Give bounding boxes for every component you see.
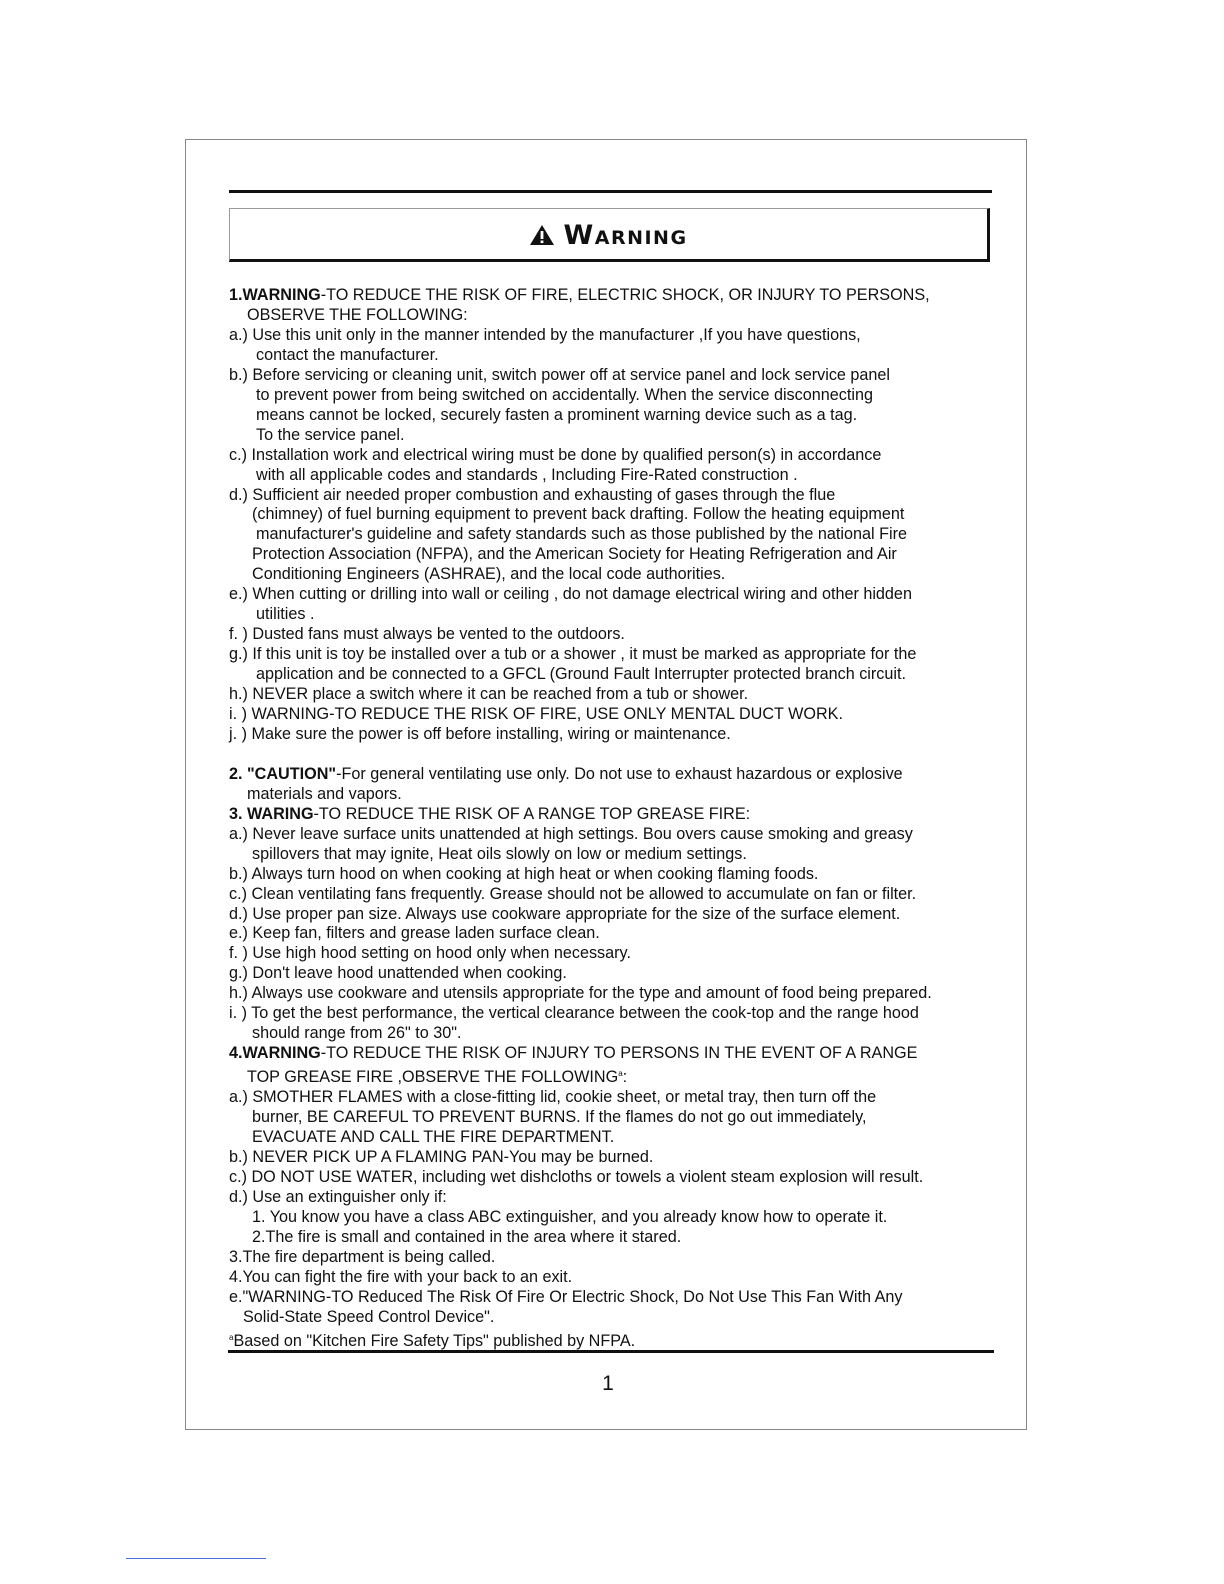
section3-item-a-cont: spillovers that may ignite, Heat oils slowly on low or medium settings.: [252, 844, 747, 863]
top-rule: [229, 190, 992, 193]
section1-item-a-cont: contact the manufacturer.: [256, 345, 439, 364]
section4-subitem-2: 2.The fire is small and contained in the area where it stared.: [252, 1227, 682, 1246]
section4-item-a: a.) SMOTHER FLAMES with a close-fitting lid, cookie sheet, or metal tray, then turn off the: [229, 1088, 877, 1107]
section3-item-a: a.) Never leave surface units unattended at high settings. Bou overs cause smoking and greasy: [229, 824, 913, 843]
section3-item-i: i. ) To get the best performance, the vertical clearance between the cook-top and the range hood: [229, 1004, 919, 1023]
section4-item-a-cont: burner, BE CAREFUL TO PREVENT BURNS. If the flames do not go out immediately,: [252, 1108, 867, 1127]
section3-item-i-cont: should range from 26" to 30".: [252, 1024, 462, 1043]
section4-lead-cont: TOP GREASE FIRE ,OBSERVE THE FOLLOWING$^a$:: [247, 1068, 628, 1087]
section4-item-4: 4.You can fight the fire with your back to an exit.: [229, 1267, 573, 1286]
section3-item-h: h.) Always use cookware and utensils appropriate for the type and amount of food being prepared.: [229, 984, 932, 1003]
section3-item-g: g.) Don't leave hood unattended when cooking.: [229, 964, 567, 983]
section1-item-g: g.) If this unit is toy be installed over a tub or a shower , it must be marked as appropriate for the: [229, 645, 917, 664]
section4-lead: 4.WARNING-TO REDUCE THE RISK OF INJURY TO PERSONS IN THE EVENT OF A RANGE: [229, 1044, 918, 1063]
section1-item-a: a.) Use this unit only in the manner intended by the manufacturer ,If you have questions,: [229, 325, 861, 344]
title-text: WARNING: [563, 219, 688, 251]
section3-item-b: b.) Always turn hood on when cooking at high heat or when cooking flaming foods.: [229, 864, 819, 883]
section1-item-b: b.) Before servicing or cleaning unit, switch power off at service panel and lock service panel: [229, 365, 891, 384]
section4-subitem-1: 1. You know you have a class ABC extinguisher, and you already know how to operate it.: [252, 1207, 888, 1226]
warning-title: [529, 220, 687, 251]
section1-item-c-cont: with all applicable codes and standards , Including Fire-Rated construction .: [256, 465, 798, 484]
section1-item-b-cont: to prevent power from being switched on accidentally. When the service disconnecting: [256, 385, 873, 404]
section1-item-j: j. ) Make sure the power is off before installing, wiring or maintenance.: [229, 724, 731, 743]
section1-lead-cont: OBSERVE THE FOLLOWING:: [247, 305, 468, 324]
section-gap: [229, 745, 1009, 765]
section4-item-d: d.) Use an extinguisher only if:: [229, 1187, 447, 1206]
section1-item-i: i. ) WARNING-TO REDUCE THE RISK OF FIRE, USE ONLY MENTAL DUCT WORK.: [229, 705, 843, 724]
section3-item-e: e.) Keep fan, filters and grease laden surface clean.: [229, 924, 600, 943]
section1-item-d-cont: (chimney) of fuel burning equipment to prevent back drafting. Follow the heating equipment: [252, 505, 905, 524]
section3-item-d: d.) Use proper pan size. Always use cookware appropriate for the size of the surface element.: [229, 904, 901, 923]
bottom-rule: [228, 1350, 994, 1353]
section1-lead: 1.WARNING-TO REDUCE THE RISK OF FIRE, ELECTRIC SHOCK, OR INJURY TO PERSONS,: [229, 286, 930, 304]
section1-item-c: c.) Installation work and electrical wiring must be done by qualified person(s) in accordance: [229, 445, 882, 464]
page-number: 1: [602, 1372, 614, 1395]
section1-item-e: e.) When cutting or drilling into wall or ceiling , do not damage electrical wiring and other hidden: [229, 585, 912, 604]
section3-item-c: c.) Clean ventilating fans frequently. Grease should not be allowed to accumulate on fan or filter.: [229, 884, 917, 903]
section2-lead-cont: materials and vapors.: [247, 784, 402, 803]
warning-content: [229, 286, 1009, 1352]
section4-item-3: 3.The fire department is being called.: [229, 1247, 496, 1266]
section1-item-d-cont: manufacturer's guideline and safety standards such as those published by the national Fire: [256, 525, 907, 544]
section1-item-e-cont: utilities .: [256, 605, 315, 624]
section1-item-g-cont: application and be connected to a GFCL (Ground Fault Interrupter protected branch circuit.: [256, 665, 906, 684]
section4-item-a-cont: EVACUATE AND CALL THE FIRE DEPARTMENT.: [252, 1128, 615, 1147]
section1-item-h: h.) NEVER place a switch where it can be reached from a tub or shower.: [229, 685, 749, 704]
section4-item-c: c.) DO NOT USE WATER, including wet dishcloths or towels a violent steam explosion will result.: [229, 1167, 924, 1186]
section1-item-d-cont: Conditioning Engineers (ASHRAE), and the local code authorities.: [252, 565, 726, 584]
warning-title-box: [229, 208, 990, 262]
footnote: $^a$Based on "Kitchen Fire Safety Tips" published by NFPA.: [229, 1331, 636, 1350]
section4-item-e-cont: Solid-State Speed Control Device".: [243, 1307, 495, 1326]
warning-triangle-icon: [529, 224, 555, 246]
section4-item-b: b.) NEVER PICK UP A FLAMING PAN-You may be burned.: [229, 1147, 654, 1166]
section4-item-e: e."WARNING-TO Reduced The Risk Of Fire Or Electric Shock, Do Not Use This Fan With Any: [229, 1287, 903, 1306]
section1-item-d: d.) Sufficient air needed proper combustion and exhausting of gases through the flue: [229, 485, 836, 504]
corner-link-underline: [126, 1558, 266, 1559]
section1-item-b-cont: means cannot be locked, securely fasten a prominent warning device such as a tag.: [256, 405, 858, 424]
section1-item-b-cont: To the service panel.: [256, 425, 405, 444]
section1-item-f: f. ) Dusted fans must always be vented to the outdoors.: [229, 625, 625, 644]
section1-item-d-cont: Protection Association (NFPA), and the American Society for Heating Refrigeration and Air: [252, 545, 897, 564]
section3-item-f: f. ) Use high hood setting on hood only when necessary.: [229, 944, 631, 963]
section3-lead: 3. WARING-TO REDUCE THE RISK OF A RANGE TOP GREASE FIRE:: [229, 804, 751, 823]
section2-lead: 2. "CAUTION"-For general ventilating use only. Do not use to exhaust hazardous or explosive: [229, 764, 903, 783]
